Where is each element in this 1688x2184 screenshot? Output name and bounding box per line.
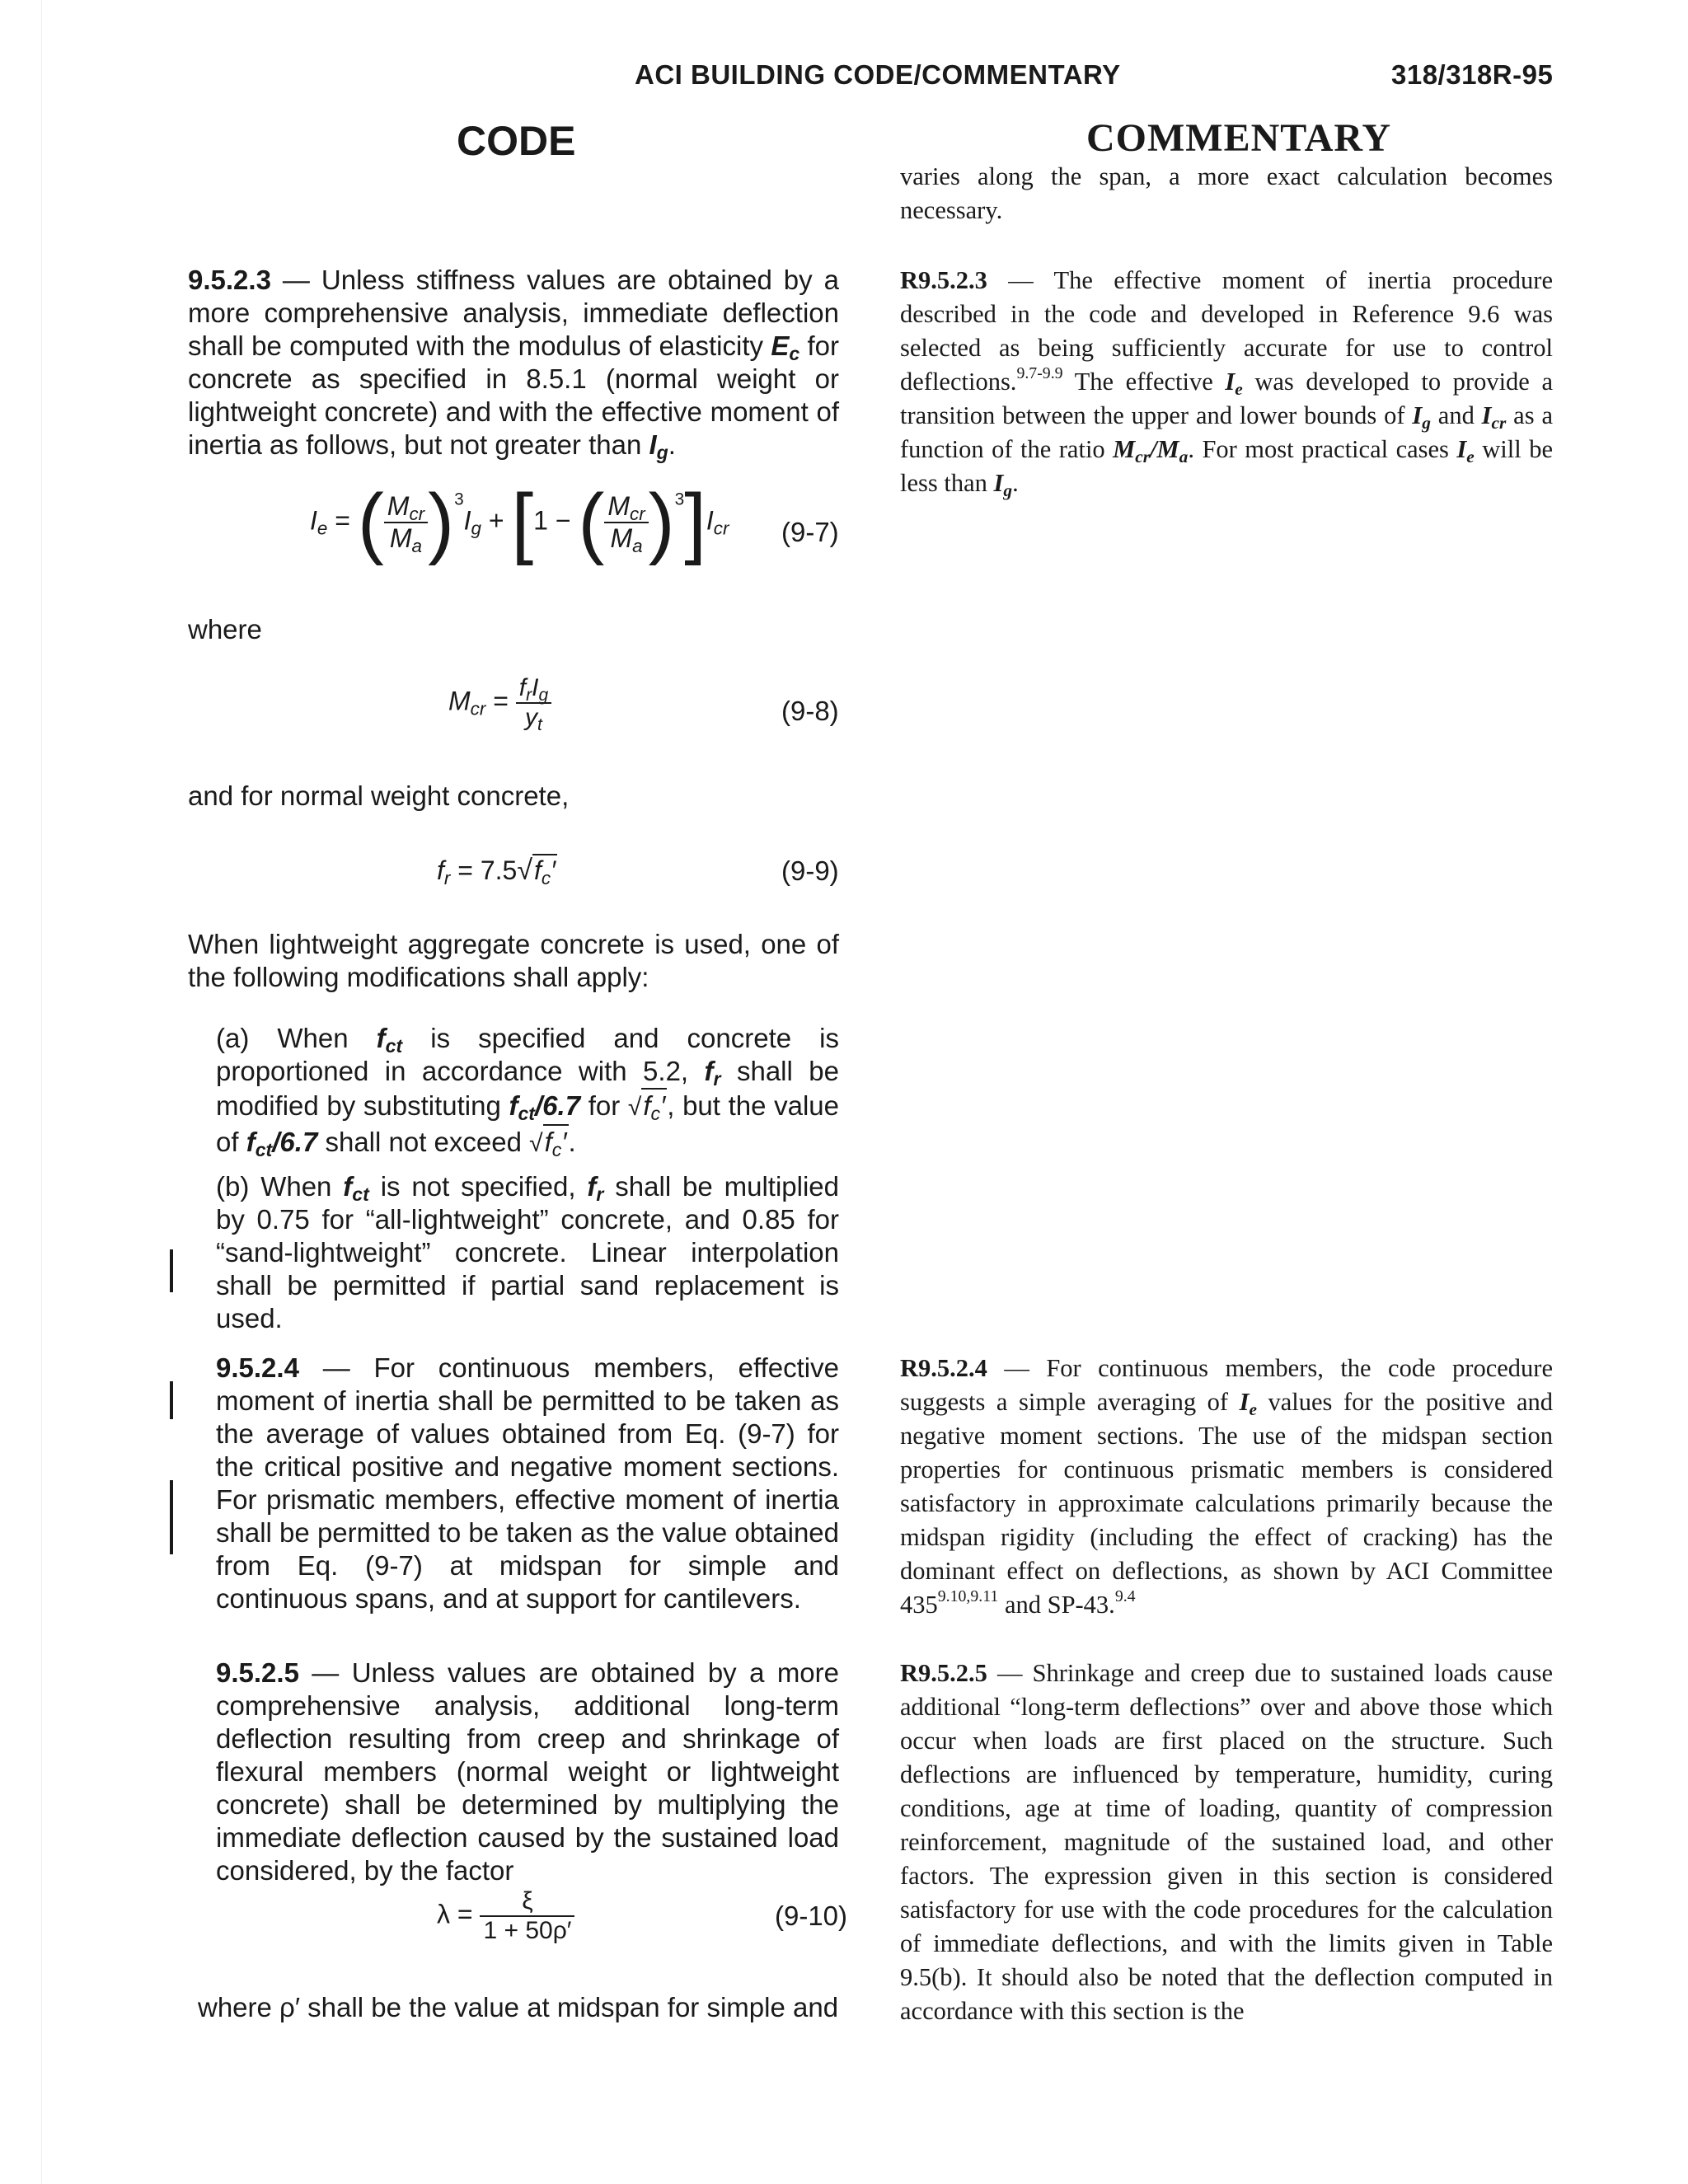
commentary-r9524	[900, 1352, 1553, 1622]
paragraph-text: values for the positive and negative moment sections. The use of the midspan section properties for continuous prismatic members is considered satisfactory in approximate calculations primarily because the midspan rigidity (including the effect of cracking) has the dominant effect on deflections, as shown by ACI Committee 435	[900, 1388, 1554, 1619]
equation-9-8: $M_{cr}$ = $\frac{f_rI_g}{y_t}$	[448, 674, 551, 732]
revision-bar	[170, 1381, 173, 1419]
code-s9525	[216, 1657, 839, 1887]
paragraph-text: — For continuous members, the code procedure suggests a simple averaging of	[900, 1354, 1553, 1416]
revision-bar	[170, 1249, 173, 1292]
section-id: R9.5.2.4	[900, 1354, 987, 1382]
paragraph-text: for concrete as specified in 8.5.1 (normal weight or lightweight concrete) and with the effective moment of inertia as follows, but not greater than	[188, 330, 839, 460]
commentary-intro-text: varies along the span, a more exact calculation becomes necessary.	[900, 162, 1553, 224]
code-s9524	[216, 1352, 839, 1615]
running-header-title: ACI BUILDING CODE/COMMENTARY	[635, 59, 1121, 90]
eq-fraction: $\frac{f_rI_g}{y_t}$	[516, 674, 551, 732]
commentary-r9523: R9.5.2.3 — The effective moment of inertia procedure described in the code and developed in Reference 9.6 was selected as being sufficiently accurate for use to control deflections.$^{9.7-9.9}$ The effective $I_e$ was developed to provide a transition between the upper and lower bounds of $I_g$ and $I_{cr}$ as a function of the ratio $M_{cr}/M_a$. For most practical cases $I_e$ will be less than $I_g$.	[900, 266, 1553, 500]
paragraph-text: . For most practical cases	[1188, 435, 1457, 463]
eq-fraction: $\frac{M_{cr}}{M_a}$	[604, 491, 648, 554]
equation-number-9-10: (9-10)	[775, 1900, 848, 1931]
item-b: (b) When $f_{ct}$ is not specified, $f_r$ shall be multiplied by 0.75 for “all-lightweight” concrete, and 0.85 for “sand-lightweight” concrete. Linear interpolation shall be permitted if partial sand replacement is used.	[216, 1171, 839, 1333]
scan-edge-left	[41, 0, 42, 2184]
equation-9-9: $f_r = 7.5√f_c'$	[437, 855, 556, 888]
lightweight-intro	[188, 928, 839, 994]
symbol-Ig: $I_g$	[1412, 401, 1431, 433]
reference-superscript: 9.7-9.9	[1016, 364, 1063, 382]
paragraph-text: where	[188, 614, 262, 644]
paragraph-text: as a function of the ratio	[900, 401, 1553, 463]
symbol-Icr: $I_{cr}$	[1481, 401, 1507, 433]
code-s9523: 9.5.2.3 — Unless stiffness values are obtained by a more comprehensive analysis, immediate deflection shall be computed with the modulus of elasticity $E_c$ for concrete as specified in 8.5.1 (normal weight or lightweight concrete) and with the effective moment of inertia as follows, but not greater than $I_g$.	[188, 265, 839, 463]
paragraph-text: — Unless stiffness values are obtained by a more comprehensive analysis, immediate deflection shall be computed with the modulus of elasticity	[188, 265, 839, 361]
equation-number-9-8: (9-8)	[781, 696, 839, 726]
paragraph-text: and SP-43.	[998, 1591, 1115, 1619]
reference-superscript: 9.4	[1114, 1587, 1136, 1605]
section-id: 9.5.2.5	[216, 1657, 299, 1688]
code-column-heading: CODE	[457, 118, 576, 164]
symbol-Ie: $I_e$	[1225, 368, 1243, 399]
symbol-Ig: $I_g$	[649, 429, 668, 463]
equation-number-9-9: (9-9)	[781, 855, 839, 886]
symbol-Ig: $I_g$	[993, 469, 1013, 500]
eq-fraction: $\frac{\xi}{1 + 50\rho'}$	[480, 1887, 574, 1945]
paragraph-text: — Shrinkage and creep due to sustained loads cause additional “long-term deflections” over and above those which occur when loads are first placed on the structure. Such deflections are influenced by temperature, humidity, curing conditions, age at time of loading, quantity of compression reinforcement, magnitude of the sustained load, and other factors. The expression given in this section is considered satisfactory for use with the code procedures for the calculation of immediate deflections, and with the limits given in Table 9.5(b). It should also be noted that the deflection computed in accordance with this section is the	[900, 1659, 1553, 2025]
paragraph-text: — Unless values are obtained by a more comprehensive analysis, additional long-term deflection resulting from creep and shrinkage of flexural members (normal weight or lightweight concrete) shall be determined by multiplying the immediate deflection caused by the sustained load considered, by the factor	[216, 1657, 839, 1886]
final-line	[198, 1991, 841, 2024]
paragraph-text: and	[1430, 401, 1482, 429]
commentary-r9525	[900, 1657, 1553, 2028]
paragraph-text: was developed to provide a transition between the upper and lower bounds of	[900, 368, 1553, 429]
symbol-Ie: $I_e$	[1456, 435, 1475, 466]
paragraph-text: When lightweight aggregate concrete is used, one of the following modifications shall apply:	[188, 929, 839, 992]
section-id: R9.5.2.5	[900, 1659, 987, 1687]
revision-bar	[170, 1480, 173, 1554]
commentary-column-heading: COMMENTARY	[1086, 116, 1392, 160]
paragraph-text: will be less than	[900, 435, 1553, 497]
paragraph-text: and for normal weight concrete,	[188, 780, 570, 811]
section-id: 9.5.2.3	[188, 265, 271, 295]
eq-symbol: I	[310, 505, 317, 536]
section-id: 9.5.2.4	[216, 1352, 299, 1383]
equation-9-10: λ = $\frac{\xi}{1 + 50\rho'}$	[437, 1887, 574, 1945]
paragraph-text: — For continuous members, effective moment of inertia shall be permitted to be taken as the average of values obtained from Eq. (9-7) for the critical positive and negative moment sections. For prismatic members, effective moment of inertia shall be permitted to be taken as the value obtained from Eq. (9-7) at midspan for simple and continuous spans, and at support for cantilevers.	[216, 1352, 839, 1614]
item-a: (a) When $f_{ct}$ is specified and concrete is proportioned in accordance with 5.2, $f_r$ shall be modified by substituting $f_{ct}/6.7$ for $√f_c'$, but the value of $f_{ct}/6.7$ shall not exceed $√f_c'$.	[216, 1023, 840, 1160]
symbol-Mcr-Ma: $M_{cr}/M_a$	[1113, 435, 1189, 466]
symbol-Ec: $E_c$	[771, 330, 800, 364]
paragraph-text: — The effective moment of inertia procedure described in the code and developed in Reference 9.6 was selected as being sufficiently accurate for use to control deflections.	[900, 266, 1553, 396]
running-header-page: 318/318R-95	[1391, 59, 1554, 90]
eq-fraction: $\frac{M_{cr}}{M_a}$	[384, 491, 428, 554]
normal-weight-label	[188, 780, 839, 813]
equation-9-7: $I_e$ = ( $\frac{M_{cr}}{M_a}$ )$^3I_g + [1$ − ( $\frac{M_{cr}}{M_a}$ )$^3]I_{cr}$	[310, 478, 729, 566]
where-label	[188, 613, 839, 646]
paragraph-text: where ρ′ shall be the value at midspan for simple and	[198, 1992, 839, 2022]
equation-number-9-7: (9-7)	[781, 517, 839, 547]
section-id: R9.5.2.3	[900, 266, 987, 294]
reference-superscript: 9.10,9.11	[937, 1587, 999, 1605]
commentary-intro	[900, 160, 1553, 227]
paragraph-text: The effective	[1062, 368, 1226, 396]
symbol-Ie: $I_e$	[1239, 1388, 1257, 1419]
